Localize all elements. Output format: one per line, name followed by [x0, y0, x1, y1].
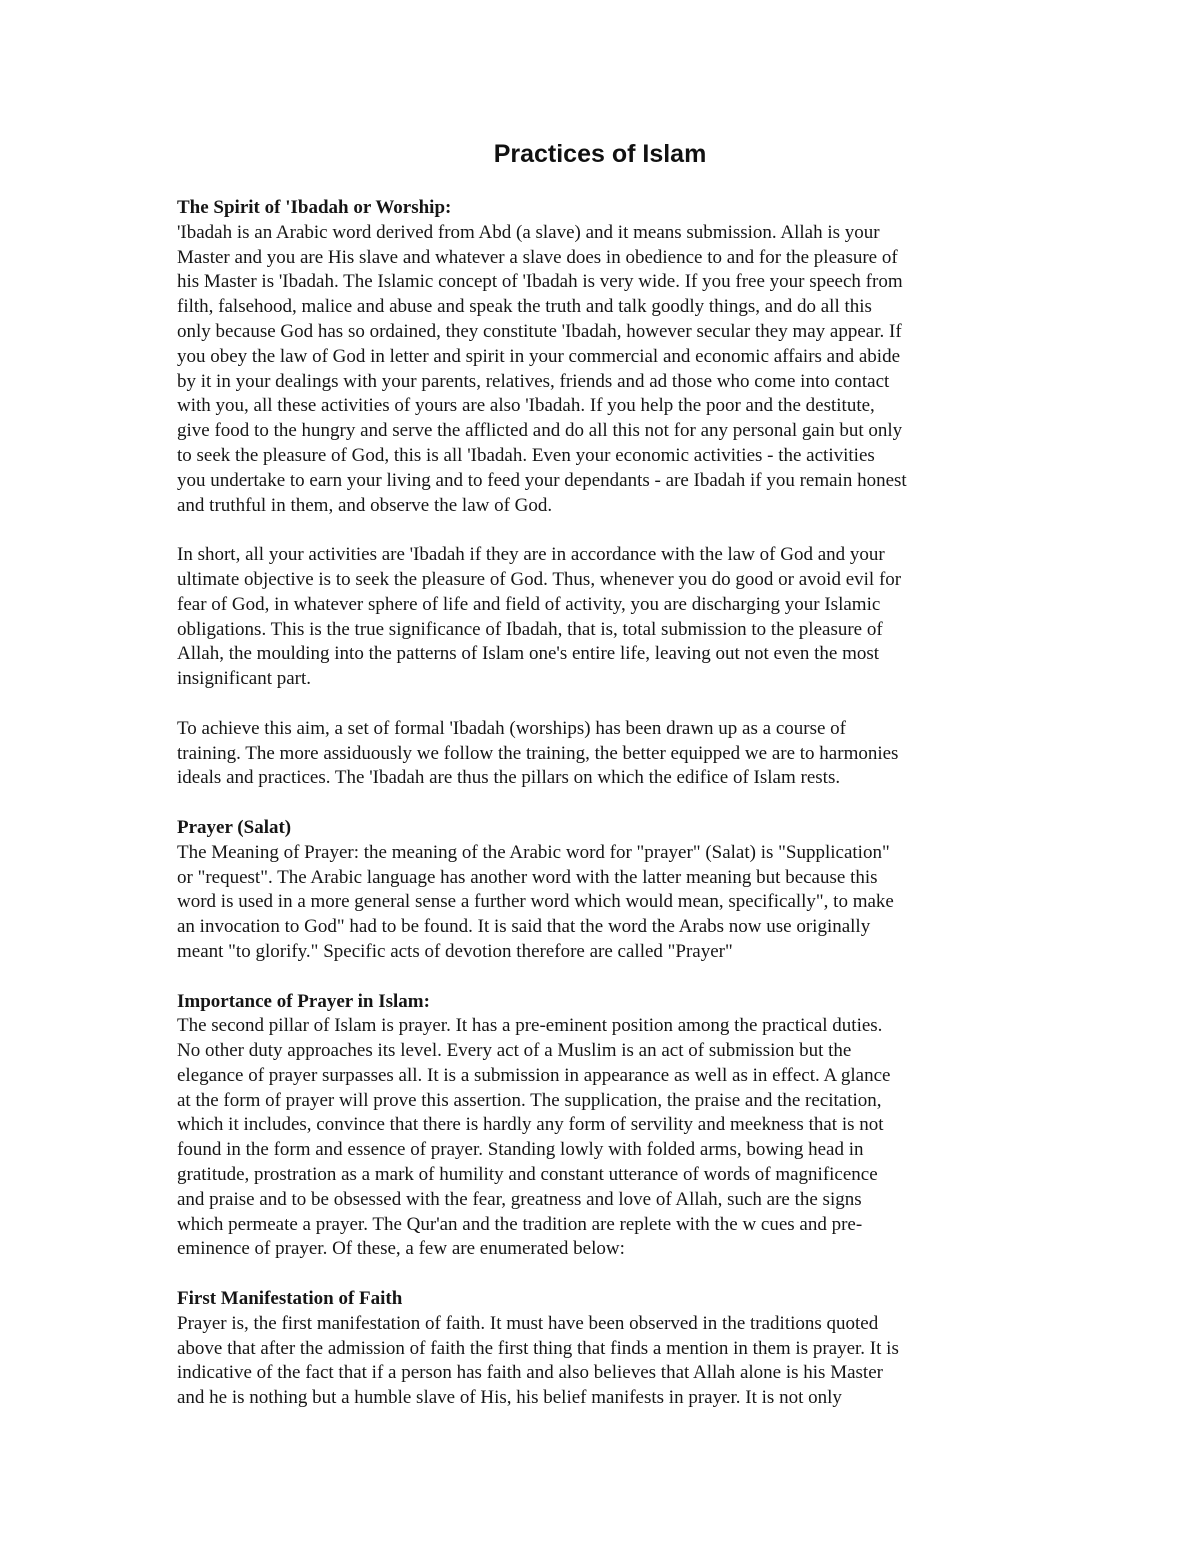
text-line: ideals and practices. The 'Ibadah are thus the pillars on which the edifice of Islam rests.: [177, 767, 841, 789]
text-line: or "request". The Arabic language has another word with the latter meaning but because this: [177, 866, 878, 888]
text-line: elegance of prayer surpasses all. It is a submission in appearance as well as in effect. A glance: [177, 1064, 891, 1086]
text-line: only because God has so ordained, they constitute 'Ibadah, however secular they may appear. If: [177, 320, 902, 342]
text-line: ultimate objective is to seek the pleasure of God. Thus, whenever you do good or avoid evil for: [177, 568, 902, 590]
text-line: an invocation to God" had to be found. It is said that the word the Arabs now use originally: [177, 916, 871, 938]
text-line: to seek the pleasure of God, this is all 'Ibadah. Even your economic activities - the activities: [177, 444, 875, 466]
text-line: and truthful in them, and observe the law of God.: [177, 494, 553, 516]
text-line: gratitude, prostration as a mark of humility and constant utterance of words of magnificence: [177, 1164, 878, 1186]
section-heading: Prayer (Salat): [177, 816, 292, 838]
section-first-manifestation: [177, 1287, 1037, 1411]
text-line: you obey the law of God in letter and spirit in your commercial and economic affairs and abide: [177, 345, 901, 367]
text-line: insignificant part.: [177, 668, 312, 690]
text-line: above that after the admission of faith the first thing that finds a mention in them is prayer. It is: [177, 1337, 899, 1359]
text-line: which permeate a prayer. The Qur'an and the tradition are replete with the w cues and pre-: [177, 1213, 863, 1235]
paragraph-to-achieve: [177, 717, 1037, 791]
section-heading: First Manifestation of Faith: [177, 1288, 403, 1310]
text-line: Master and you are His slave and whatever a slave does in obedience to and for the pleasure of: [177, 246, 898, 268]
section-heading: Importance of Prayer in Islam:: [177, 990, 430, 1012]
document-body: [177, 196, 1037, 1411]
text-line: word is used in a more general sense a further word which would mean, specifically", to make: [177, 891, 894, 913]
section-importance-of-prayer: [177, 990, 1037, 1263]
text-line: 'Ibadah is an Arabic word derived from Abd (a slave) and it means submission. Allah is your: [177, 221, 880, 243]
text-line: In short, all your activities are 'Ibadah if they are in accordance with the law of God and your: [177, 544, 885, 566]
text-line: obligations. This is the true significance of Ibadah, that is, total submission to the pleasure of: [177, 618, 883, 640]
text-line: and he is nothing but a humble slave of His, his belief manifests in prayer. It is not only: [177, 1387, 842, 1409]
paragraph-in-short: [177, 543, 1037, 692]
text-line: The Meaning of Prayer: the meaning of the Arabic word for "prayer" (Salat) is "Supplication": [177, 841, 890, 863]
text-line: indicative of the fact that if a person has faith and also believes that Allah alone is his Master: [177, 1362, 883, 1384]
text-line: his Master is 'Ibadah. The Islamic concept of 'Ibadah is very wide. If you free your speech from: [177, 271, 903, 293]
text-line: No other duty approaches its level. Every act of a Muslim is an act of submission but the: [177, 1040, 852, 1062]
text-line: meant "to glorify." Specific acts of devotion therefore are called "Prayer": [177, 940, 733, 962]
section-heading: The Spirit of 'Ibadah or Worship:: [177, 197, 452, 218]
text-line: fear of God, in whatever sphere of life and field of activity, you are discharging your Islamic: [177, 593, 881, 615]
text-line: The second pillar of Islam is prayer. It has a pre-eminent position among the practical duties.: [177, 1015, 883, 1037]
text-line: which it includes, convince that there is hardly any form of servility and meekness that is not: [177, 1114, 884, 1136]
text-line: by it in your dealings with your parents, relatives, friends and ad those who come into contact: [177, 370, 890, 392]
text-line: at the form of prayer will prove this assertion. The supplication, the praise and the recitation,: [177, 1089, 882, 1111]
text-line: with you, all these activities of yours are also 'Ibadah. If you help the poor and the destitute,: [177, 395, 875, 417]
text-line: you undertake to earn your living and to feed your dependants - are Ibadah if you remain honest: [177, 469, 907, 491]
text-line: and praise and to be obsessed with the fear, greatness and love of Allah, such are the signs: [177, 1188, 862, 1210]
text-line: To achieve this aim, a set of formal 'Ibadah (worships) has been drawn up as a course of: [177, 717, 846, 739]
section-prayer-salat: [177, 816, 1037, 965]
page-title: Practices of Islam: [493, 140, 707, 168]
section-spirit-of-ibadah: [177, 196, 1037, 518]
text-line: filth, falsehood, malice and abuse and speak the truth and talk goodly things, and do all this: [177, 296, 872, 318]
text-line: eminence of prayer. Of these, a few are enumerated below:: [177, 1238, 625, 1260]
text-line: Prayer is, the first manifestation of faith. It must have been observed in the traditions quoted: [177, 1312, 879, 1334]
text-line: Allah, the moulding into the patterns of Islam one's entire life, leaving out not even the most: [177, 643, 880, 665]
text-line: found in the form and essence of prayer. Standing lowly with folded arms, bowing head in: [177, 1139, 864, 1161]
text-line: give food to the hungry and serve the afflicted and do all this not for any personal gain but only: [177, 420, 903, 442]
text-line: training. The more assiduously we follow the training, the better equipped we are to harmonies: [177, 742, 899, 764]
